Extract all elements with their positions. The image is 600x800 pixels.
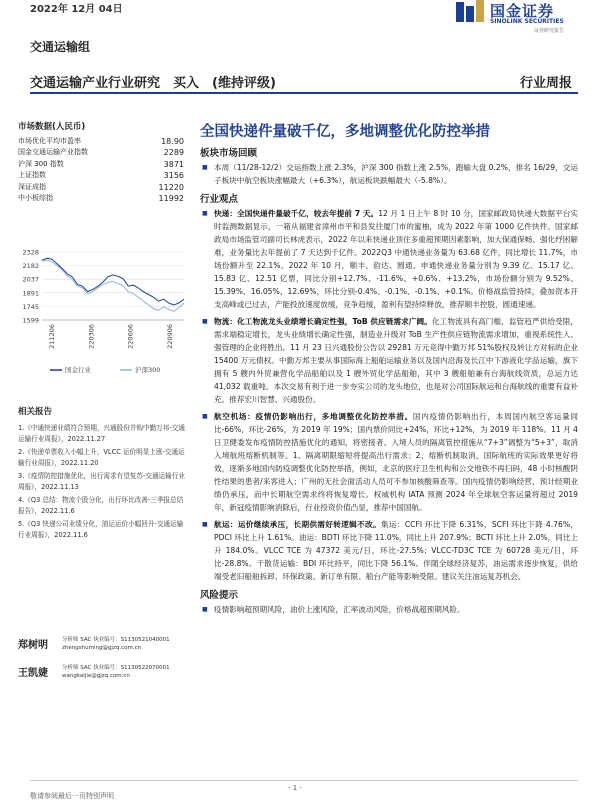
y-tick-label: 2037 xyxy=(22,275,39,284)
market-label: 市场优化平均市盈率 xyxy=(18,137,81,145)
analyst-email[interactable]: zhengshuming@gjzq.com.cn xyxy=(62,645,142,651)
shipping-paragraph xyxy=(200,518,578,583)
market-value: 2289 xyxy=(163,148,184,158)
title-band xyxy=(30,68,578,94)
report-date: 2022年 12月 04日 xyxy=(30,4,123,15)
related-item[interactable]: 5.《Q3 快递公司业绩分化，油运运价小幅回升-交通运输行业周报》，2022.11.6 xyxy=(18,520,184,539)
express-body: 12 月 1 日上午 8 时 10 分，国家邮政局快递大数据平台实时监测数据显示，一箱从福建省漳州市平和县发往厦门市的蜜柚，成为 2022 年第 1000 亿件快件。国家邮政局市场监管司副司长林虎表示，2022 年以来快递业顶住多重超预期因素影响，加大保通保畅、强化纾困解难，业务量比去年提前了 7 天达到千亿件。2022Q3 中通快递业务量为 63.68 亿件，同比增长 11.7%，市场份额升至 22.1%。2022 年 10 月，顺丰、韵达、圆通、申通快递业务量分别为 9.39 亿、15.17 亿、15.83 亿、12.51 亿票，同比分别+12.7%、-11.6%、+0.6%、+13.2%，市场份额分别为 9.52%、15.39%、16.05%、12.69%，环比分别-0.4%、-0.1%、-0.1%、+0.1%。价格战监管持续，叠加资本开支高峰或已过去，产能投放速度放缓，竞争趋缓，盈利有望持续释放，推荐顺丰控股，圆通速递。 xyxy=(214,209,578,309)
market-value: 11220 xyxy=(158,182,184,192)
market-data-panel xyxy=(18,120,188,204)
shipping-lead: 航运：运价继续承压，长期供需好转逻辑不改。 xyxy=(214,520,381,529)
analyst-name: 郑树明 xyxy=(18,640,48,651)
market-value: 3156 xyxy=(163,171,184,181)
analyst-name: 王凯婕 xyxy=(18,668,48,679)
index-performance-chart xyxy=(16,240,192,380)
logo-name: 国金证券 xyxy=(490,2,555,20)
logo-english: SINOLINK SECURITIES xyxy=(490,18,564,25)
report-type: 行业周报 xyxy=(519,76,572,91)
x-tick-label: 220906 xyxy=(166,324,174,349)
related-heading: 相关报告 xyxy=(18,407,53,417)
market-value: 3871 xyxy=(163,159,184,169)
section-heading-review: 板块市场回顾 xyxy=(200,148,258,159)
legend-label: 沪深300 xyxy=(135,366,161,374)
market-review-paragraph: ■ 本周（11/28-12/2）交运指数上涨 2.3%，沪深 300 指数上涨 2.5%，跑输大盘 0.2%，排名 16/29，交运子板块中航空板块涨幅最大（+6.3%），航运板块跌幅最大（-5.8%）。 xyxy=(200,161,578,187)
market-label: 中小板综指 xyxy=(18,194,53,203)
market-row xyxy=(18,182,188,193)
analyst-email[interactable]: wangkaijie@gjzq.com.cn xyxy=(62,673,130,679)
aviation-paragraph xyxy=(200,410,578,514)
footer-disclaimer: 敬请参阅最后一页特别声明 xyxy=(30,792,114,800)
related-item[interactable]: 4.《Q3 总结：物流个股分化，出行环比改善-三季报总结报告》，2022.11.6 xyxy=(18,496,184,515)
page-footer xyxy=(30,780,578,800)
logo-mark-icon xyxy=(456,0,486,24)
aviation-lead: 航空机场：疫情仍影响出行，多地调整优化防控举措。 xyxy=(214,412,413,421)
related-item[interactable]: 1.《中通快递业绩符合预期，兴通股份并购中勤万邦-交通运输行业周报》，2022.11.27 xyxy=(18,424,185,443)
analyst-cert: 分析师 SAC 执业编号：S1130522070001 xyxy=(62,665,170,671)
y-tick-label: 1745 xyxy=(22,302,39,311)
y-tick-label: 2182 xyxy=(22,262,39,271)
company-logo xyxy=(456,0,576,36)
express-paragraph xyxy=(200,207,578,311)
research-group: 交通运输组 xyxy=(30,40,91,54)
x-tick-label: 211206 xyxy=(48,324,56,349)
main-content xyxy=(200,120,578,620)
headline: 全国快递件量破千亿，多地调整优化防控举措 xyxy=(200,124,490,140)
market-label: 国金交通运输产业指数 xyxy=(18,148,88,157)
analyst-info xyxy=(62,664,170,680)
page-number: - 1 - xyxy=(288,784,302,792)
y-tick-label: 1599 xyxy=(22,316,39,325)
analyst-info xyxy=(62,636,170,652)
logistics-body: 化工物流具有高门槛，监管趋严供给受限，需求端稳定增长，龙头业绩增长确定性强，制造业升级对 ToB 生产性供应链物流需求增加，重视系统性入、强管理的企业将胜出。11 月 23 日兴通股份公告以 29281 万元竞得中勤万邦 51%股权及转让方对标的企业 15400 万元债权。中勤万邦主要从事国际海上船舶运输业务以及国内沿海及长江中下游液化学品运输，旗下拥有 5 艘内外贸兼营化学品船舶以及 1 艘外贸化学品船舶，其中 3 艘船舶兼有台海航线资质，总运力达 41,032 载重吨。本次交易有利于进一步夯实公司的龙头地位，也是对公司国际航运和台海航线的重要有益补充。推荐宏川智慧、兴通股份。 xyxy=(214,317,578,404)
shipping-body: 集运：CCFI 环比下降 6.31%，SCFI 环比下降 4.76%，PDCI 环比上升 1.61%。油运：BDTI 环比下降 11.0%，同比上升 207.9%；BCTI 环比上升 2.0%，同比上升 184.0%。VLCC TCE 为 47372 美元/日，环比-27.5%；VLCC-TD3C TCE 为 60728 美元/日，环比-28.8%。干散货运输：BDI 环比持平，同比下降 56.1%。伴随全球经济复苏，油运需求逐步恢复，供给端受老旧船舶拆卸、环保政策、新订单有限、船台产能等影响受限。建议关注油运复苏机会。 xyxy=(214,520,579,581)
logistics-paragraph xyxy=(200,315,578,406)
section-heading-views: 行业观点 xyxy=(200,194,239,205)
y-tick-label: 2328 xyxy=(22,248,39,257)
report-title: 交通运输产业行业研究 买入 (维持评级) xyxy=(30,76,276,91)
x-tick-label: 220606 xyxy=(126,324,135,349)
market-row xyxy=(18,170,188,181)
market-row xyxy=(18,147,188,158)
related-item[interactable]: 3.《疫情防控措施优化，出行需求有望复苏-交通运输行业周报》，2022.11.13 xyxy=(18,472,185,491)
market-label: 深证成指 xyxy=(18,182,46,191)
y-tick-label: 1891 xyxy=(22,289,39,298)
related-item[interactable]: 2.《快递单票收入小幅上升，VLCC 运价明显上涨-交通运输行业周报》，2022.11.20 xyxy=(18,448,185,467)
market-value: 18.90 xyxy=(161,137,184,146)
section-heading-risk: 风险提示 xyxy=(200,590,239,601)
aviation-body: 国内疫情仍影响出行，本周国内航空客运量同比-66%，环比-26%，为 2019 年 19%；国内票价同比+24%，环比+12%，为 2019 年 118%。11 月 4 日卫健委发布疫情防控措施优化的通知，将密接者、入境人员的隔离管控措施从“7+3”调整为“5+3”，取消入境航班熔断机制等。1、隔离期限缩短将提高出行需求；2、熔断机制取消，国际航班的实际效果更好将效，逐渐多地国内防疫调整优化防控举措，例如，北京的医疗卫生机构和公交地铁不再扫码，48 小时核酸阴性结果的患者/来客进入；广州的无社会面活动人员可不参加核酸筛查等。国内疫情仍影响经营，预计经期业绩仍承压，而中长期航空需求终将恢复增长。权威机构 IATA 预测 2024 年全球航空客运量将超过 2019 年，新冠疫情影响消除后，行业投资价值凸显，推荐中国国航。 xyxy=(214,412,578,512)
market-row xyxy=(18,159,188,170)
legend-label: 国金行业 xyxy=(65,366,91,374)
market-row xyxy=(18,193,188,204)
market-row xyxy=(18,136,188,147)
risk-paragraph: ■ 疫情影响超预期风险，油价上涨风险，汇率波动风险，价格战超预期风险。 xyxy=(200,603,578,616)
market-data-heading: 市场数据(人民币) xyxy=(18,122,86,132)
series-line xyxy=(42,260,184,311)
market-label: 沪深 300 指数 xyxy=(18,159,64,168)
logo-subtitle: 证券研究报告 xyxy=(534,28,565,34)
express-lead: 快递：全国快递件量破千亿，较去年提前 7 天。 xyxy=(214,209,379,218)
x-tick-label: 220306 xyxy=(87,324,96,349)
analyst-cert: 分析师 SAC 执业编号：S1130521040001 xyxy=(62,637,170,643)
market-label: 上证指数 xyxy=(18,171,46,180)
market-value: 11992 xyxy=(158,194,184,204)
related-reports xyxy=(18,405,186,543)
logistics-lead: 物流：化工物流龙头业绩增长确定性强，ToB 供应链需求广阔。 xyxy=(214,317,432,326)
